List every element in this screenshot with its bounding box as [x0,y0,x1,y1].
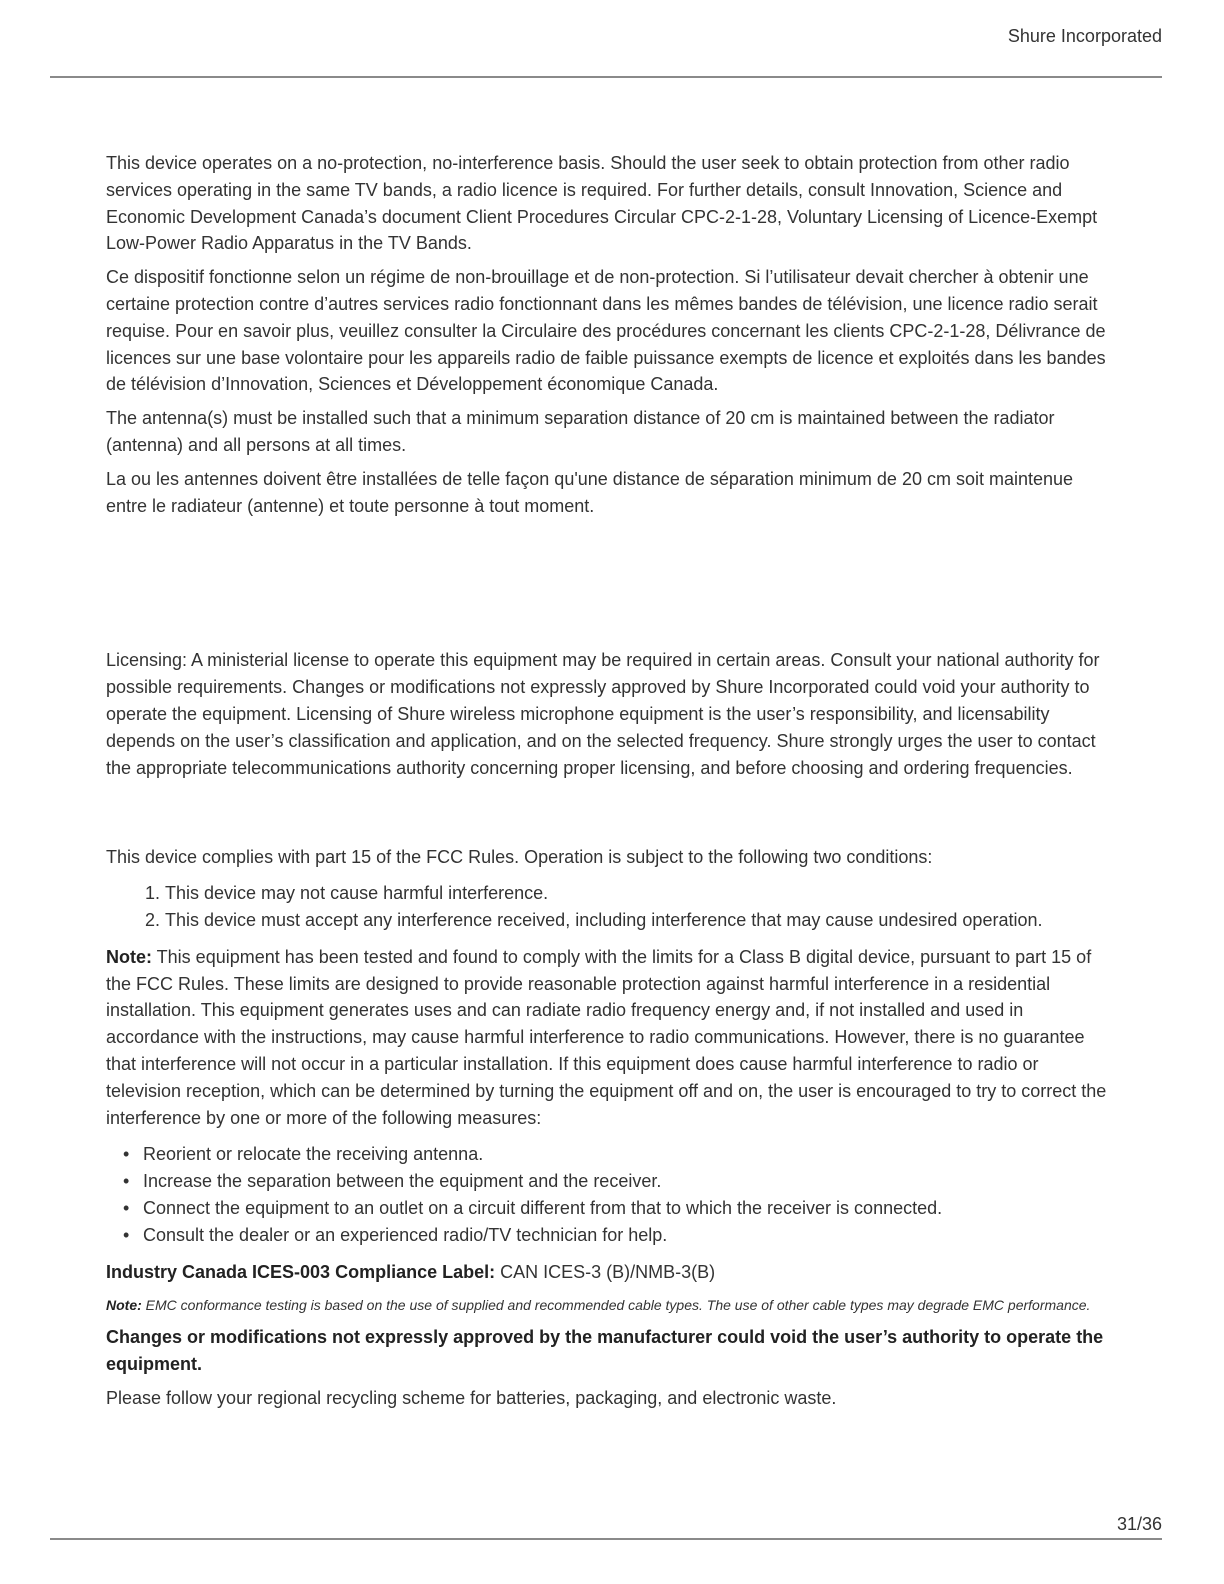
bullet-icon: • [123,1224,130,1245]
list-item [106,1141,1110,1168]
paragraph-fcc-part15: This device complies with part 15 of the FCC Rules. Operation is subject to the following two conditions: [106,847,933,868]
paragraph-modification-warning: Changes or modifications not expressly approved by the manufacturer could void the user’s authority to operate the equipment. [106,1327,1104,1375]
paragraph-licensing: Licensing: A ministerial license to operate this equipment may be required in certain areas. Consult your national authority for possible requirements. Changes or modifications not expressly approved by Shure Incorporated could void your authority to operate the equipment. Licensing of Shure wireless microphone equipment is the user’s responsibility, and licensability depends on the user’s classification and application, and on the selected frequency. Shure strongly urges the user to contact the appropriate telecommunications authority concerning proper licensing, and before choosing and ordering frequencies. [106,650,1100,778]
paragraph-antenna-separation-fr: La ou les antennes doivent être installées de telle façon qu'une distance de séparation minimum de 20 cm soit maintenue entre le radiateur (antenne) et toute personne à tout moment. [106,468,1074,516]
emc-note-label: Note: [106,1297,142,1314]
list-item-text: Consult the dealer or an experienced radio/TV technician for help. [143,1224,668,1245]
interference-measures-list [106,1141,1110,1248]
paragraph-no-protection-en: This device operates on a no-protection, no-interference basis. Should the user seek to obtain protection from other radio services operating in the same TV bands, a radio licence is required. For further details, consult Innovation, Science and Economic Development Canada’s document Client Procedures Circular CPC-2-1-28, Voluntary Licensing of Licence-Exempt Low-Power Radio Apparatus in the TV Bands. [106,153,1098,254]
ices-value: CAN ICES-3 (B)/NMB-3(B) [495,1261,716,1282]
header-divider [50,76,1162,78]
paragraph-recycling: Please follow your regional recycling scheme for batteries, packaging, and electronic waste. [106,1387,837,1408]
list-item-text: Reorient or relocate the receiving antenna. [143,1144,484,1165]
emc-note-text: EMC conformance testing is based on the use of supplied and recommended cable types. The use of other cable types may degrade EMC performance. [141,1297,1091,1314]
paragraph-ices-label [106,1259,1110,1286]
page-number: 31/36 [1116,1514,1162,1534]
document-body [106,150,1110,1419]
list-item [106,1168,1110,1195]
paragraph-antenna-separation-en: The antenna(s) must be installed such that a minimum separation distance of 20 cm is maintained between the radiator (antenna) and all persons at all times. [106,408,1055,455]
footer-divider [50,1538,1162,1540]
paragraph-no-protection-fr: Ce dispositif fonctionne selon un régime de non‑brouillage et de non‑protection. Si l’utilisateur devait chercher à obtenir une certaine protection contre d’autres services radio fonctionnant dans les mêmes bandes de télévision, une licence radio serait requise. Pour en savoir plus, veuillez consulter la Circulaire des procédures concernant les clients CPC‑2‑1‑28, Délivrance de licences sur une base volontaire pour les appareils radio de faible puissance exempts de licence et exploités dans les bandes de télévision d’Innovation, Sciences et Développement économique Canada. [106,267,1106,395]
bullet-icon: • [123,1144,130,1165]
note-label: Note: [106,946,152,967]
list-item [106,1195,1110,1222]
note-text: This equipment has been tested and found to comply with the limits for a Class B digital device, pursuant to part 15 of the FCC Rules. These limits are designed to provide reasonable protection against harmful interference in a residential installation. This equipment generates uses and can radiate radio frequency energy and, if not installed and used in accordance with the instructions, may cause harmful interference to radio communications. However, there is no guarantee that interference will not occur in a particular installation. If this equipment does cause harmful interference to radio or television reception, which can be determined by turning the equipment off and on, the user is encouraged to try to correct the interference by one or more of the following measures: [106,946,1107,1128]
paragraph-class-b-note [106,944,1110,1132]
section-spacer [106,526,1110,647]
list-item: 2. This device must accept any interference received, including interference that may cause undesired operation. [165,907,1110,934]
paragraph-emc-note [106,1294,1110,1316]
list-item: 1. This device may not cause harmful interference. [165,880,1110,907]
bullet-icon: • [123,1171,130,1192]
list-item-text: Increase the separation between the equipment and the receiver. [143,1171,662,1192]
list-item-text: Connect the equipment to an outlet on a circuit different from that to which the receiver is connected. [143,1197,943,1218]
bullet-icon: • [123,1197,130,1218]
fcc-conditions-list [106,880,1110,934]
header-company-name: Shure Incorporated [1007,26,1162,46]
list-item [106,1222,1110,1249]
section-spacer [106,788,1110,844]
ices-label: Industry Canada ICES-003 Compliance Label: [106,1261,496,1282]
